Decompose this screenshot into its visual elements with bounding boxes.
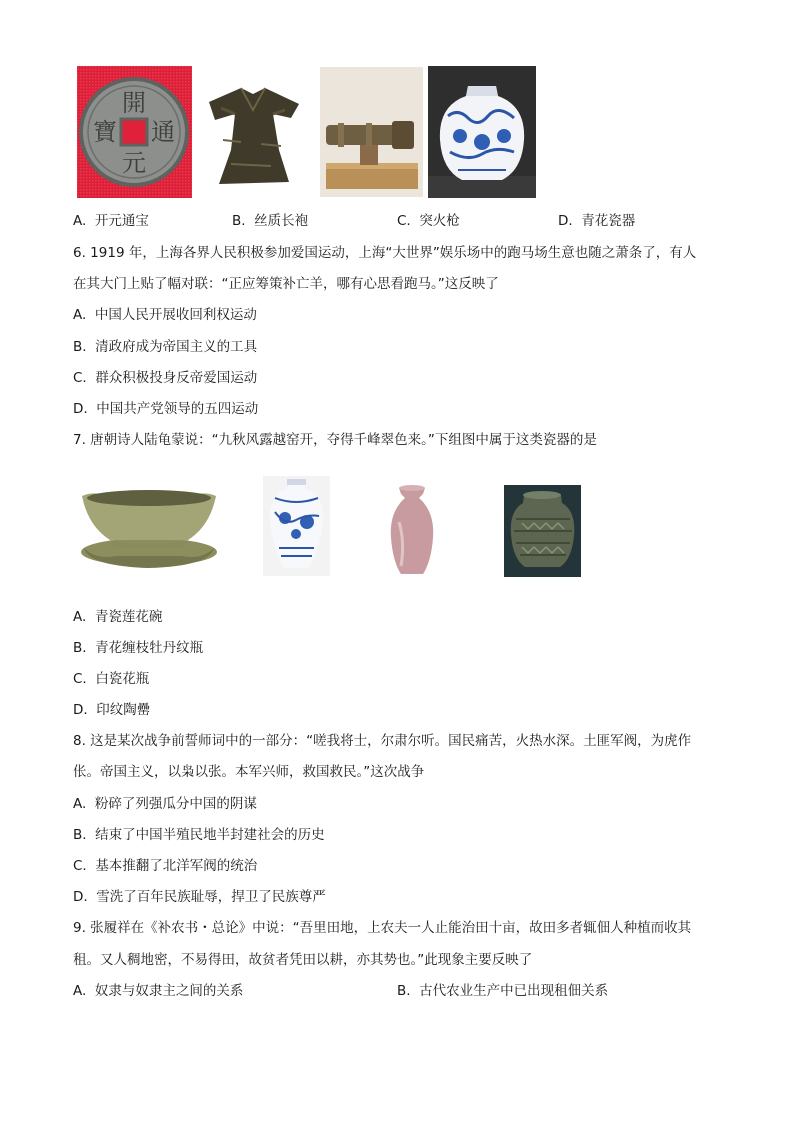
option-letter: A. [73, 307, 87, 323]
option-letter: C. [73, 858, 87, 874]
q5-option-b[interactable] [232, 211, 308, 231]
q8-option-b[interactable] [73, 825, 325, 845]
option-letter: A. [73, 796, 87, 812]
q5-option-a[interactable] [73, 211, 149, 231]
q7-option-a[interactable] [73, 607, 162, 627]
coin-char-bottom: 元 [122, 149, 146, 177]
blue-white-porcelain-image [428, 66, 536, 198]
option-text: 群众积极投身反帝爱国运动 [95, 370, 258, 386]
q8-stem-line2: 伥。帝国主义，以枭以张。本军兴师，救国救民。”这次战争 [73, 764, 425, 780]
option-letter: D. [73, 401, 88, 417]
q8-option-c[interactable] [73, 856, 257, 876]
option-letter: A. [73, 609, 87, 625]
coin-char-left: 寶 [93, 118, 117, 146]
q7-option-b[interactable] [73, 638, 203, 658]
option-text: 奴隶与奴隶主之间的关系 [94, 983, 244, 999]
option-text: 雪洗了百年民族耻辱，捍卫了民族尊严 [96, 889, 326, 905]
option-letter: B. [232, 213, 246, 229]
option-text: 基本推翻了北洋军阀的统治 [95, 858, 258, 874]
q9-stem-line1: 9. 张履祥在《补农书・总论》中说：“吾里田地，上农夫一人止能治田十亩，故田多者辄佃人种植而收其 [73, 920, 692, 936]
option-text: 中国共产党领导的五四运动 [96, 401, 259, 417]
q9-stem-line2: 租。又人稠地密，不易得田，故贫者凭田以耕，亦其势也。”此现象主要反映了 [73, 952, 533, 968]
option-text: 开元通宝 [94, 213, 149, 229]
q7-option-d[interactable] [73, 700, 150, 720]
option-letter: B. [73, 339, 87, 355]
coin-image [77, 66, 192, 198]
q6-option-b[interactable] [73, 337, 257, 357]
q9-option-b[interactable] [397, 981, 608, 1001]
q5-option-c[interactable] [397, 211, 460, 231]
q6-stem-line1: 6. 1919 年，上海各界人民积极参加爱国运动，上海“大世界”娱乐场中的跑马场生意也随之萧条了，有人 [73, 245, 697, 261]
coin-char-right: 通 [151, 118, 175, 146]
q6-option-d[interactable] [73, 399, 258, 419]
option-text: 突火枪 [419, 213, 460, 229]
option-text: 结束了中国半殖民地半封建社会的历史 [95, 827, 325, 843]
fire-lance-image [320, 67, 423, 197]
option-letter: D. [73, 889, 88, 905]
option-text: 白瓷花瓶 [95, 671, 150, 687]
option-letter: B. [73, 827, 87, 843]
option-letter: B. [73, 640, 87, 656]
blue-white-peony-vase-image [263, 476, 330, 576]
option-letter: C. [73, 370, 87, 386]
option-letter: A. [73, 213, 87, 229]
q8-option-a[interactable] [73, 794, 257, 814]
option-letter: B. [397, 983, 411, 999]
q9-option-a[interactable] [73, 981, 243, 1001]
option-letter: C. [397, 213, 411, 229]
option-text: 中国人民开展收回利权运动 [94, 307, 257, 323]
option-text: 青花缠枝牡丹纹瓶 [95, 640, 204, 656]
q7-stem: 7. 唐朝诗人陆龟蒙说：“九秋风露越窑开，夺得千峰翠色来。”下组图中属于这类瓷器的是 [73, 432, 597, 448]
celadon-lotus-bowl-image [76, 486, 222, 574]
q8-stem-line1: 8. 这是某次战争前誓师词中的一部分：“嗟我将士，尔肃尔听。国民痛苦，火热水深。土匪军阀，为虎作 [73, 733, 692, 749]
coin-char-top: 開 [122, 89, 146, 117]
option-text: 清政府成为帝国主义的工具 [95, 339, 258, 355]
option-letter: D. [73, 702, 88, 718]
option-text: 印纹陶罍 [96, 702, 151, 718]
q6-option-a[interactable] [73, 305, 257, 325]
option-letter: A. [73, 983, 87, 999]
q6-stem-line2: 在其大门上贴了幅对联：“正应筹策补亡羊，哪有心思看跑马。”这反映了 [73, 276, 499, 292]
option-letter: C. [73, 671, 87, 687]
option-letter: D. [558, 213, 573, 229]
option-text: 丝质长袍 [254, 213, 309, 229]
option-text: 青花瓷器 [581, 213, 636, 229]
white-porcelain-vase-image [385, 482, 439, 578]
option-text: 青瓷莲花碗 [94, 609, 163, 625]
stamped-pottery-lei-image [504, 485, 581, 577]
q5-option-d[interactable] [558, 211, 635, 231]
q7-option-c[interactable] [73, 669, 149, 689]
option-text: 古代农业生产中已出现租佃关系 [419, 983, 609, 999]
q6-option-c[interactable] [73, 368, 257, 388]
silk-robe-image [201, 80, 304, 190]
option-text: 粉碎了列强瓜分中国的阴谋 [94, 796, 257, 812]
q8-option-d[interactable] [73, 887, 326, 907]
